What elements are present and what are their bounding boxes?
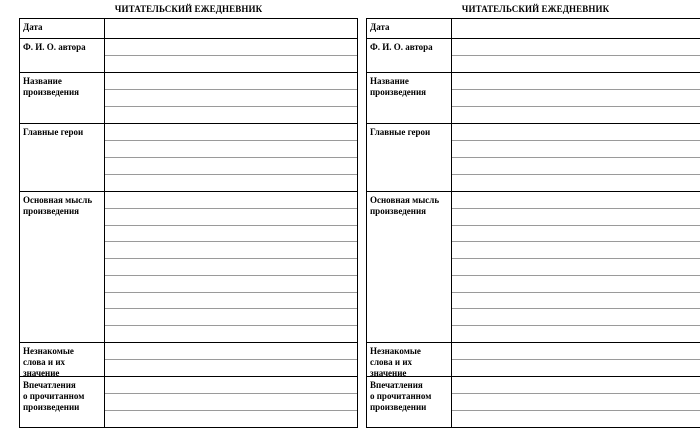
writing-line[interactable] (452, 158, 700, 175)
writing-line[interactable] (452, 276, 700, 293)
row-label-author: Ф. И. О. автора (20, 39, 105, 72)
row-impressions (20, 377, 357, 427)
row-author (20, 39, 357, 73)
writing-line[interactable] (105, 377, 357, 394)
writing-line[interactable] (105, 19, 357, 38)
writing-line[interactable] (452, 326, 700, 342)
writing-line[interactable] (452, 377, 700, 394)
writing-area (452, 73, 700, 123)
writing-line[interactable] (105, 360, 357, 376)
writing-line[interactable] (105, 276, 357, 293)
writing-area (452, 343, 700, 376)
writing-line[interactable] (105, 175, 357, 191)
row-date (20, 19, 357, 39)
writing-line[interactable] (105, 343, 357, 360)
writing-line[interactable] (452, 175, 700, 191)
writing-line[interactable] (452, 394, 700, 411)
writing-area (452, 19, 700, 38)
row-main-characters (20, 124, 357, 192)
row-date (367, 19, 700, 39)
writing-area (452, 124, 700, 191)
writing-line[interactable] (452, 309, 700, 326)
diary-table (366, 18, 700, 428)
row-work-title (20, 73, 357, 124)
writing-line[interactable] (105, 158, 357, 175)
writing-line[interactable] (452, 259, 700, 276)
writing-line[interactable] (105, 39, 357, 56)
row-unknown-words (367, 343, 700, 377)
row-label-impressions: Впечатления о прочитанном произведении (367, 377, 452, 427)
row-unknown-words (20, 343, 357, 377)
writing-area (105, 192, 357, 342)
writing-line[interactable] (105, 259, 357, 276)
writing-line[interactable] (452, 73, 700, 90)
writing-line[interactable] (452, 242, 700, 259)
writing-area (105, 73, 357, 123)
writing-line[interactable] (105, 394, 357, 411)
row-label-impressions: Впечатления о прочитанном произведении (20, 377, 105, 427)
writing-line[interactable] (105, 124, 357, 141)
row-author (367, 39, 700, 73)
page-title: ЧИТАТЕЛЬСКИЙ ЕЖЕДНЕВНИК (114, 4, 263, 14)
writing-line[interactable] (452, 226, 700, 243)
writing-line[interactable] (105, 242, 357, 259)
row-label-author: Ф. И. О. автора (367, 39, 452, 72)
row-main-characters (367, 124, 700, 192)
writing-area (452, 39, 700, 72)
row-work-title (367, 73, 700, 124)
writing-area (105, 19, 357, 38)
writing-line[interactable] (452, 192, 700, 209)
writing-line[interactable] (452, 90, 700, 107)
writing-line[interactable] (105, 141, 357, 158)
writing-line[interactable] (452, 39, 700, 56)
diary-page-right (366, 0, 700, 428)
row-label-main-idea: Основная мысль произведения (367, 192, 452, 342)
writing-line[interactable] (105, 309, 357, 326)
writing-area (105, 377, 357, 427)
writing-area (105, 124, 357, 191)
diary-page-left (19, 0, 358, 428)
writing-line[interactable] (105, 192, 357, 209)
writing-area (105, 39, 357, 72)
page-title: ЧИТАТЕЛЬСКИЙ ЕЖЕДНЕВНИК (461, 4, 610, 14)
writing-line[interactable] (452, 343, 700, 360)
row-main-idea (20, 192, 357, 343)
writing-line[interactable] (105, 209, 357, 226)
writing-line[interactable] (105, 226, 357, 243)
row-label-main-characters: Главные герои (20, 124, 105, 191)
writing-line[interactable] (452, 411, 700, 427)
row-label-date: Дата (20, 19, 105, 38)
row-label-date: Дата (367, 19, 452, 38)
writing-line[interactable] (105, 90, 357, 107)
writing-line[interactable] (452, 141, 700, 158)
writing-line[interactable] (105, 73, 357, 90)
row-label-unknown-words: Незнакомые слова и их значение (367, 343, 452, 376)
writing-line[interactable] (105, 107, 357, 123)
writing-area (452, 192, 700, 342)
writing-area (452, 377, 700, 427)
writing-line[interactable] (105, 293, 357, 310)
row-label-work-title: Название произведения (20, 73, 105, 123)
writing-line[interactable] (105, 326, 357, 342)
writing-line[interactable] (452, 124, 700, 141)
row-main-idea (367, 192, 700, 343)
writing-line[interactable] (452, 209, 700, 226)
row-label-work-title: Название произведения (367, 73, 452, 123)
writing-line[interactable] (452, 19, 700, 38)
writing-line[interactable] (452, 107, 700, 123)
row-label-main-characters: Главные герои (367, 124, 452, 191)
diary-table (19, 18, 358, 428)
row-impressions (367, 377, 700, 427)
writing-line[interactable] (452, 56, 700, 72)
writing-line[interactable] (105, 56, 357, 72)
writing-line[interactable] (452, 360, 700, 376)
row-label-main-idea: Основная мысль произведения (20, 192, 105, 342)
writing-area (105, 343, 357, 376)
writing-line[interactable] (452, 293, 700, 310)
row-label-unknown-words: Незнакомые слова и их значение (20, 343, 105, 376)
writing-line[interactable] (105, 411, 357, 427)
